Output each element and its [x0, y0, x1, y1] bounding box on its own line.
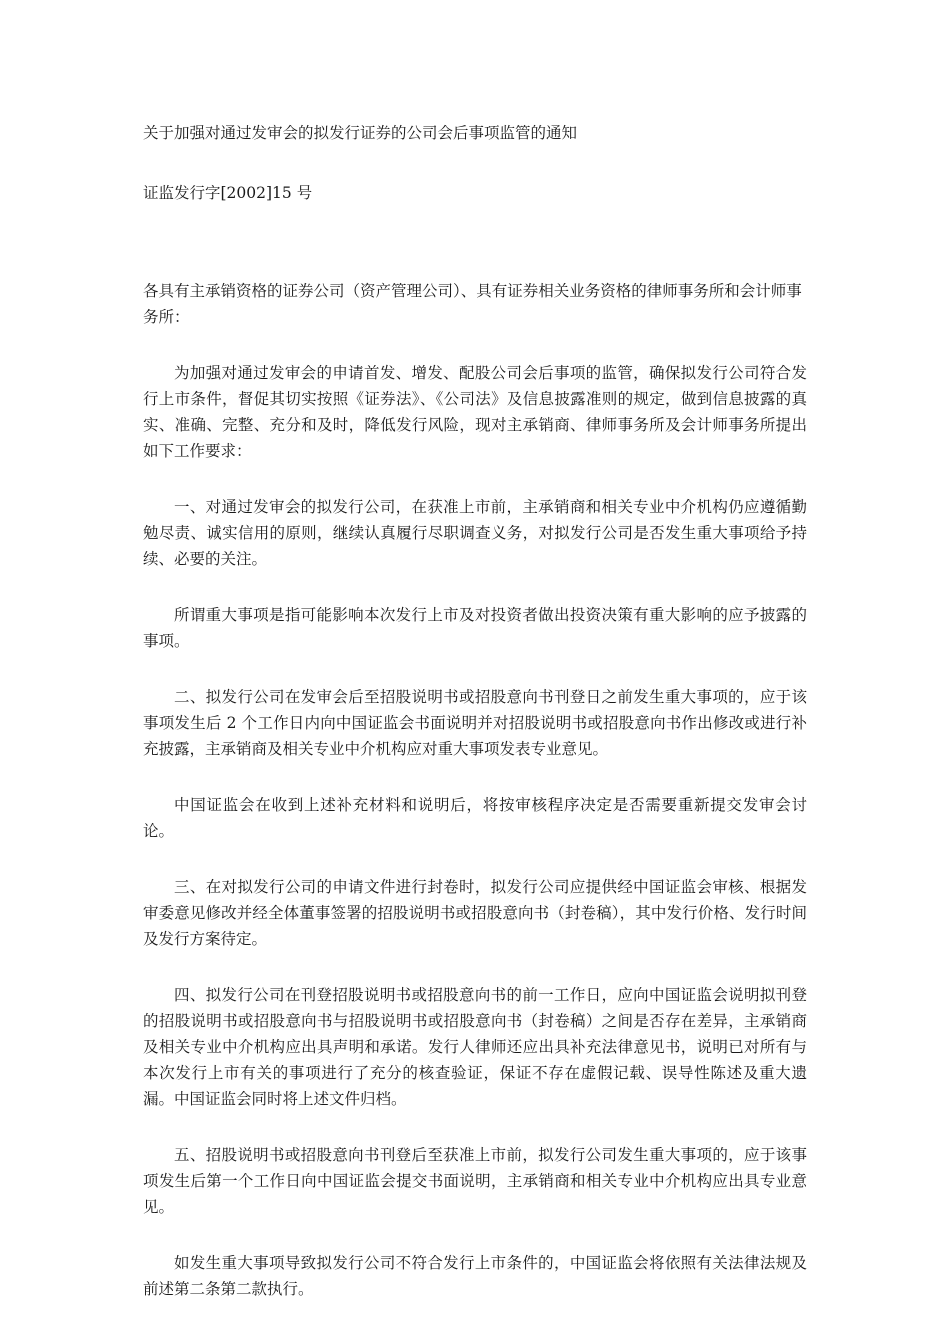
paragraph-item-2-note: 中国证监会在收到上述补充材料和说明后，将按审核程序决定是否需要重新提交发审会讨论。	[143, 796, 807, 840]
paragraph-intro: 为加强对通过发审会的申请首发、增发、配股公司会后事项的监管，确保拟发行公司符合发行上市条件，督促其切实按照《证券法》、《公司法》及信息披露准则的规定，做到信息披露的真实、准确、完整、充分和及时，降低发行风险，现对主承销商、律师事务所及会计师事务所提出如下工作要求：	[143, 364, 807, 460]
paragraph-item-4: 四、拟发行公司在刊登招股说明书或招股意向书的前一工作日，应向中国证监会说明拟刊登的招股说明书或招股意向书与招股说明书或招股意向书（封卷稿）之间是否存在差异，主承销商及相关专业中介机构应出具声明和承诺。发行人律师还应出具补充法律意见书，说明已对所有与本次发行上市有关的事项进行了充分的核查验证，保证不存在虚假记载、误导性陈述及重大遗漏。中国证监会同时将上述文件归档。	[143, 986, 807, 1108]
paragraph-item-5: 五、招股说明书或招股意向书刊登后至获准上市前，拟发行公司发生重大事项的，应于该事项发生后第一个工作日向中国证监会提交书面说明，主承销商和相关专业中介机构应出具专业意见。	[143, 1146, 807, 1216]
paragraph-item-1: 一、对通过发审会的拟发行公司，在获准上市前，主承销商和相关专业中介机构仍应遵循勤勉尽责、诚实信用的原则，继续认真履行尽职调查义务，对拟发行公司是否发生重大事项给予持续、必要的关注。	[143, 498, 807, 568]
document-number: 证监发行字[2002]15 号	[143, 184, 313, 202]
paragraph-item-5-note: 如发生重大事项导致拟发行公司不符合发行上市条件的，中国证监会将依照有关法律法规及前述第二条第二款执行。	[143, 1254, 807, 1298]
paragraph-item-3: 三、在对拟发行公司的申请文件进行封卷时，拟发行公司应提供经中国证监会审核、根据发审委意见修改并经全体董事签署的招股说明书或招股意向书（封卷稿），其中发行价格、发行时间及发行方案待定。	[143, 878, 807, 948]
document-page	[143, 120, 807, 1332]
paragraph-item-1-note: 所谓重大事项是指可能影响本次发行上市及对投资者做出投资决策有重大影响的应予披露的事项。	[143, 606, 807, 650]
salutation: 各具有主承销资格的证券公司（资产管理公司）、具有证券相关业务资格的律师事务所和会计师事务所：	[143, 282, 802, 326]
document-title: 关于加强对通过发审会的拟发行证券的公司会后事项监管的通知	[143, 124, 578, 142]
paragraph-item-2: 二、拟发行公司在发审会后至招股说明书或招股意向书刊登日之前发生重大事项的，应于该事项发生后 2 个工作日内向中国证监会书面说明并对招股说明书或招股意向书作出修改或进行补充披露，主承销商及相关专业中介机构应对重大事项发表专业意见。	[143, 688, 807, 758]
